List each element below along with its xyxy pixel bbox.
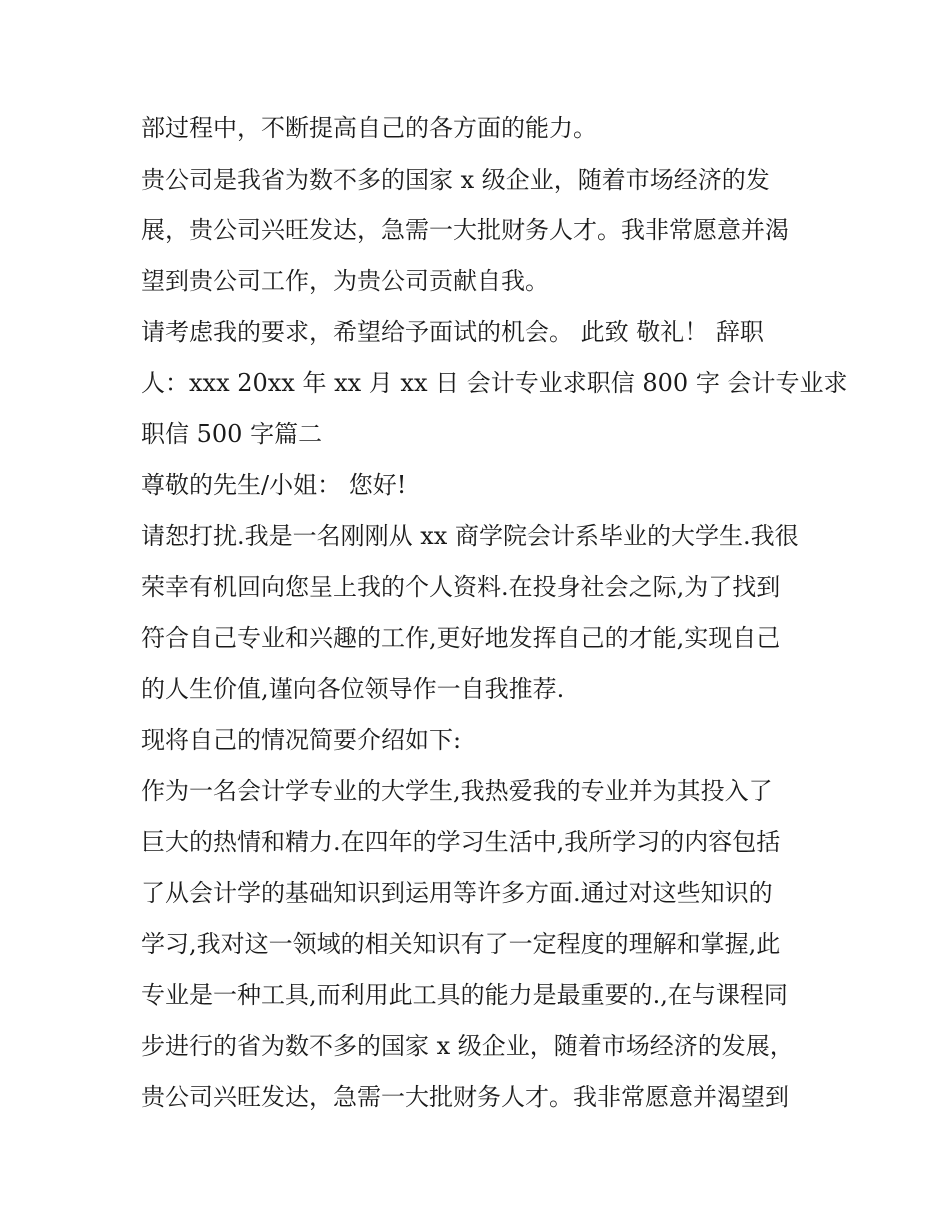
text-line: 职信 500 字篇二 <box>141 420 323 448</box>
text-line: 荣幸有机回向您呈上我的个人资料.在投身社会之际,为了找到 <box>141 573 781 601</box>
text-line: 作为一名会计学专业的大学生,我热爱我的专业并为其投入了 <box>141 777 773 805</box>
text-line: 符合自己专业和兴趣的工作,更好地发挥自己的才能,实现自己 <box>141 624 781 652</box>
text-line: 望到贵公司工作，为贵公司贡献自我。 <box>141 267 549 295</box>
text-line: 请考虑我的要求，希望给予面试的机会。 此致 敬礼！ 辞职 <box>141 318 764 346</box>
text-line: 展，贵公司兴旺发达，急需一大批财务人才。我非常愿意并渴 <box>141 216 789 244</box>
text-line: 贵公司兴旺发达，急需一大批财务人才。我非常愿意并渴望到 <box>141 1083 789 1111</box>
text-line: 专业是一种工具,而利用此工具的能力是最重要的.,在与课程同 <box>141 981 788 1009</box>
text-line: 步进行的省为数不多的国家 x 级企业，随着市场经济的发展， <box>141 1032 794 1060</box>
text-line: 尊敬的先生/小姐： 您好! <box>141 471 407 499</box>
text-line: 贵公司是我省为数不多的国家 x 级企业，随着市场经济的发 <box>141 166 770 194</box>
text-line: 的人生价值,谨向各位领导作一自我推荐. <box>141 675 565 703</box>
text-line: 请恕打扰.我是一名刚刚从 xx 商学院会计系毕业的大学生.我很 <box>141 522 799 550</box>
text-line: 巨大的热情和精力.在四年的学习生活中,我所学习的内容包括 <box>141 828 781 856</box>
text-line: 学习,我对这一领域的相关知识有了一定程度的理解和掌握,此 <box>141 930 781 958</box>
text-line: 了从会计学的基础知识到运用等许多方面.通过对这些知识的 <box>141 879 773 907</box>
text-line: 人：xxx 20xx 年 xx 月 xx 日 会计专业求职信 800 字 会计专业求 <box>141 369 848 397</box>
text-line: 现将自己的情况简要介绍如下: <box>141 726 462 754</box>
text-line: 部过程中，不断提高自己的各方面的能力。 <box>141 114 597 142</box>
